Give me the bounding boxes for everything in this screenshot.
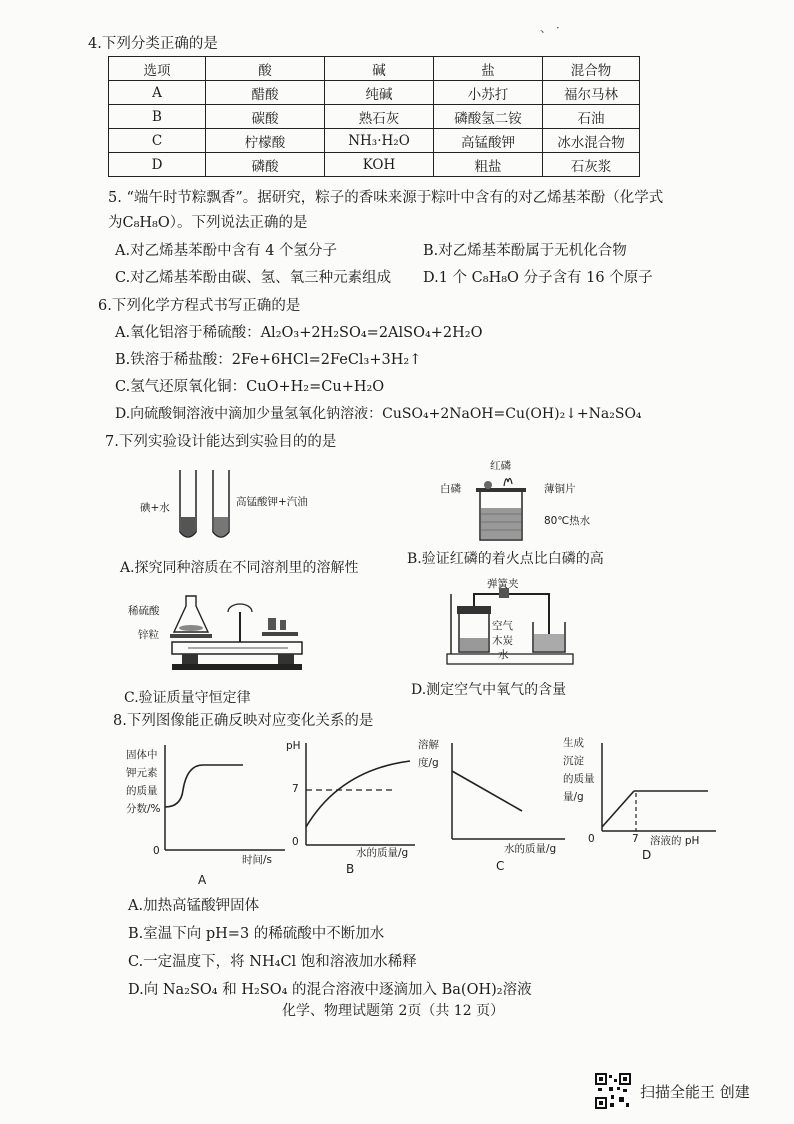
q5-stem-line2: 为C₈H₈O）。下列说法正确的是 [108, 215, 308, 231]
q6-option-c: C.氢气还原氧化铜：CuO+H₂=Cu+H₂O [115, 379, 385, 395]
header-marks: 、 · [540, 21, 560, 35]
table-cell: D [109, 153, 206, 177]
figure-phosphorus-beaker [460, 468, 540, 548]
table-header-cell: 碱 [325, 57, 434, 81]
q8-stem: 8.下列图像能正确反映对应变化关系的是 [113, 713, 374, 729]
table-header-cell: 选项 [109, 57, 206, 81]
table-cell: 粗盐 [434, 153, 543, 177]
tube-label-iodine-water: 碘+水 [140, 502, 170, 514]
table-cell: A [109, 81, 206, 105]
fig-b-caption: B.验证红磷的着火点比白磷的高 [407, 551, 604, 567]
q6-stem: 6.下列化学方程式书写正确的是 [98, 298, 301, 314]
table-row [109, 105, 640, 129]
q8-option-b: B.室温下向 pH=3 的稀硫酸中不断加水 [128, 926, 385, 942]
q5-option-d: D.1 个 C₈H₈O 分子含有 16 个原子 [423, 270, 653, 286]
page-footer: 化学、物理试题第 2页（共 12 页） [282, 1003, 505, 1019]
graph-d-letter: D [642, 848, 652, 862]
classification-table [108, 56, 640, 177]
graph-b-xlabel: 水的质量/g [356, 847, 409, 859]
q5-option-a: A.对乙烯基苯酚中含有 4 个氢分子 [115, 243, 338, 259]
q6-option-b: B.铁溶于稀盐酸：2Fe+6HCl=2FeCl₃+3H₂↑ [115, 352, 422, 368]
qr-code-icon [595, 1073, 631, 1109]
graph-d-tick: 7 [632, 833, 639, 845]
table-row [109, 129, 640, 153]
graph-d-origin: 0 [588, 833, 595, 845]
table-cell: 福尔马林 [543, 81, 640, 105]
label-spring-clip: 弹簧夹 [487, 578, 519, 590]
scanner-watermark: 扫描全能王 创建 [640, 1083, 750, 1101]
table-cell: KOH [325, 153, 434, 177]
graph-d-ylabel: 生成 沉淀 的质量 量/g [563, 737, 595, 803]
table-cell: 磷酸氢二铵 [434, 105, 543, 129]
graph-b-origin: 0 [292, 836, 299, 848]
q4-stem: 4.下列分类正确的是 [88, 36, 218, 52]
label-air: 空气 [492, 620, 513, 632]
table-cell: 小苏打 [434, 81, 543, 105]
q8-option-c: C.一定温度下，将 NH₄Cl 饱和溶液加水稀释 [128, 954, 417, 970]
table-cell: 熟石灰 [325, 105, 434, 129]
label-hot-water: 80℃热水 [544, 515, 591, 527]
q7-stem: 7.下列实验设计能达到实验目的的是 [105, 434, 337, 450]
q5-stem-line1: 5. “端午时节粽飘香”。据研究，粽子的香味来源于粽叶中含有的对乙烯基苯酚（化学式 [108, 190, 664, 206]
label-charcoal: 木炭 [492, 635, 513, 647]
graph-b-letter: B [346, 862, 355, 876]
q8-option-a: A.加热高锰酸钾固体 [128, 898, 260, 914]
label-dilute-sulfuric-acid: 稀硫酸 [128, 605, 160, 617]
table-cell: 碳酸 [206, 105, 325, 129]
graph-c-letter: C [496, 859, 505, 873]
graph-c-ylabel: 溶解 度/g [418, 739, 439, 769]
table-cell: 高锰酸钾 [434, 129, 543, 153]
fig-a-caption: A.探究同种溶质在不同溶剂里的溶解性 [120, 560, 359, 576]
graph-c [440, 735, 570, 855]
figure-balance [168, 592, 318, 677]
q5-option-b: B.对乙烯基苯酚属于无机化合物 [423, 243, 627, 259]
fig-c-caption: C.验证质量守恒定律 [124, 690, 251, 706]
q6-option-d: D.向硫酸铜溶液中滴加少量氢氧化钠溶液：CuSO₄+2NaOH=Cu(OH)₂↓+Na₂SO₄ [115, 406, 642, 422]
table-cell: 石灰浆 [543, 153, 640, 177]
table-cell: C [109, 129, 206, 153]
label-copper-sheet: 薄铜片 [544, 483, 576, 495]
label-water: 水 [498, 649, 509, 661]
table-header-row [109, 57, 640, 81]
graph-a-ylabel: 固体中 钾元素 的质量 分数/% [126, 749, 161, 815]
graph-c-xlabel: 水的质量/g [504, 843, 557, 855]
graph-a-letter: A [198, 873, 207, 887]
table-row [109, 81, 640, 105]
table-cell: 纯碱 [325, 81, 434, 105]
table-cell: 醋酸 [206, 81, 325, 105]
graph-a-xlabel: 时间/s [242, 854, 273, 866]
label-white-phosphorus: 白磷 [440, 483, 461, 495]
q8-option-d: D.向 Na₂SO₄ 和 H₂SO₄ 的混合溶液中逐滴加入 Ba(OH)₂溶液 [128, 982, 532, 998]
graph-a-origin: 0 [153, 845, 160, 857]
table-cell: 磷酸 [206, 153, 325, 177]
table-cell: 石油 [543, 105, 640, 129]
table-cell: NH₃·H₂O [325, 129, 434, 153]
graph-d-xlabel: 溶液的 pH [650, 835, 700, 847]
table-header-cell: 混合物 [543, 57, 640, 81]
table-header-cell: 盐 [434, 57, 543, 81]
label-zinc: 锌粒 [138, 629, 159, 641]
table-row [109, 153, 640, 177]
table-header-cell: 酸 [206, 57, 325, 81]
label-red-phosphorus: 红磷 [490, 460, 511, 472]
tube-label-kmno4-gasoline: 高锰酸钾+汽油 [236, 496, 308, 508]
q5-option-c: C.对乙烯基苯酚由碳、氢、氧三种元素组成 [115, 270, 392, 286]
graph-b-tick: 7 [292, 783, 299, 795]
table-cell: 冰水混合物 [543, 129, 640, 153]
graph-d [596, 735, 726, 840]
q6-option-a: A.氧化铝溶于稀硫酸：Al₂O₃+2H₂SO₄=2AlSO₄+2H₂O [115, 325, 483, 341]
graph-b-ylabel: pH [286, 740, 301, 752]
table-cell: B [109, 105, 206, 129]
fig-d-caption: D.测定空气中氧气的含量 [411, 682, 567, 698]
table-cell: 柠檬酸 [206, 129, 325, 153]
